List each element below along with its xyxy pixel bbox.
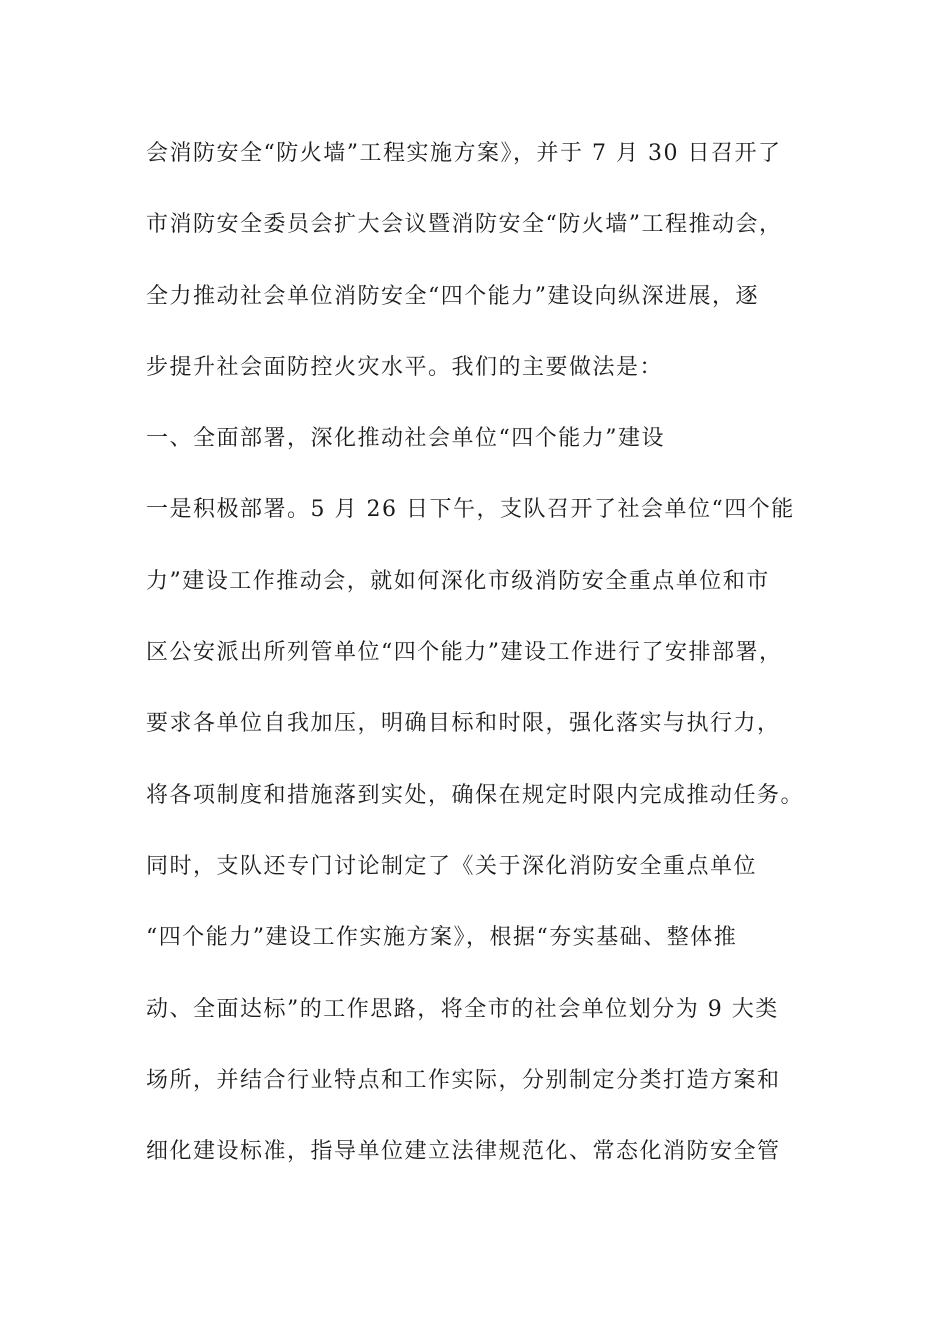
text-line: 动、全面达标”的工作思路，将全市的社会单位划分为 9 大类 xyxy=(146,996,779,1022)
text-line: 市消防安全委员会扩大会议暨消防安全“防火墙”工程推动会， xyxy=(146,212,783,238)
text-line: 全力推动社会单位消防安全“四个能力”建设向纵深进展，逐 xyxy=(146,283,759,309)
text-line: 区公安派出所列管单位“四个能力”建设工作进行了安排部署， xyxy=(146,640,783,666)
text-line: 一是积极部署。5 月 26 日下午，支队召开了社会单位“四个能 xyxy=(146,497,795,523)
text-line: 同时，支队还专门讨论制定了《关于深化消防安全重点单位 xyxy=(146,853,758,879)
text-line: 力”建设工作推动会，就如何深化市级消防安全重点单位和市 xyxy=(146,568,770,594)
text-line: 要求各单位自我加压，明确目标和时限，强化落实与执行力， xyxy=(146,711,781,737)
text-line: 场所，并结合行业特点和工作实际，分别制定分类打造方案和 xyxy=(146,1067,781,1093)
section-heading: 一、全面部署，深化推动社会单位“四个能力”建设 xyxy=(146,426,665,452)
text-line: 步提升社会面防控火灾水平。我们的主要做法是： xyxy=(146,354,664,380)
text-line: 将各项制度和措施落到实处，确保在规定时限内完成推动任务。 xyxy=(146,782,805,808)
text-line: 会消防安全“防火墙”工程实施方案》，并于 7 月 30 日召开了 xyxy=(146,141,782,166)
text-line: 细化建设标准，指导单位建立法律规范化、常态化消防安全管 xyxy=(146,1139,781,1165)
text-line: “四个能力”建设工作实施方案》，根据“夯实基础、整体推 xyxy=(146,925,738,951)
body-text xyxy=(146,130,826,1199)
